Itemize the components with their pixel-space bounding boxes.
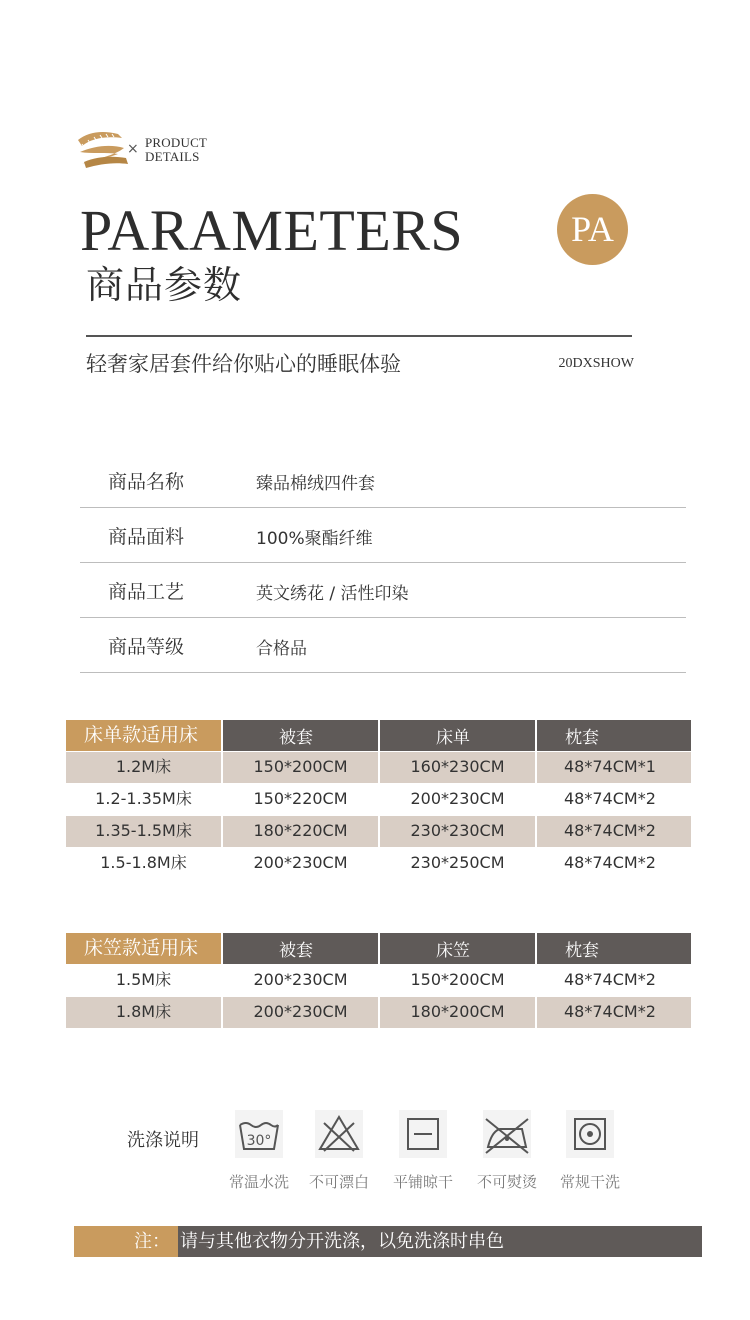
table-row <box>66 784 693 815</box>
wash-item <box>221 1109 297 1192</box>
table-cell: 1.5-1.8M床 <box>100 853 187 872</box>
header-divider <box>86 335 632 337</box>
table-cell: 200*230CM <box>410 789 505 808</box>
note-prefix: 注： <box>74 1226 178 1257</box>
table-header-cell: 床单款适用床 <box>66 720 221 751</box>
table-header-row <box>66 720 693 751</box>
table-header-cell: 被套 <box>223 933 378 964</box>
page-title-cn: 商品参数 <box>86 263 243 307</box>
wash-label: 不可漂白 <box>308 1173 369 1191</box>
param-value: 合格品 <box>256 639 307 659</box>
table-header-cell: 枕套 <box>537 933 691 964</box>
dry-flat-icon <box>398 1109 448 1159</box>
param-label: 商品名称 <box>108 471 185 493</box>
param-row <box>80 618 686 673</box>
table-cell: 230*250CM <box>410 853 505 872</box>
logo-text-line1: PRODUCT <box>145 135 208 150</box>
wash-temp-label: 30° <box>246 1133 272 1149</box>
table-cell: 48*74CM*2 <box>537 997 691 1028</box>
note-text: 请与其他衣物分开洗涤，以免洗涤时串色 <box>180 1231 504 1252</box>
table-row <box>66 997 693 1028</box>
washing-instructions <box>0 1105 750 1205</box>
note-bar <box>74 1226 702 1257</box>
table-cell: 1.8M床 <box>66 997 221 1028</box>
product-details-label <box>145 136 207 164</box>
table-header-cell: 枕套 <box>537 720 691 751</box>
param-row <box>80 508 686 563</box>
table-cell: 48*74CM*2 <box>564 853 656 872</box>
table-cell: 200*230CM <box>223 997 378 1028</box>
page-title-en: PARAMETERS <box>80 198 464 263</box>
param-value: 英文绣花 / 活性印染 <box>256 584 409 604</box>
table-header-cell: 床笠 <box>380 933 535 964</box>
table-row <box>66 848 693 879</box>
slogan: 轻奢家居套件给你贴心的睡眠体验 <box>86 352 401 376</box>
wash-label: 平铺晾干 <box>392 1173 453 1191</box>
pa-badge: PA <box>557 194 628 265</box>
table-cell: 1.2-1.35M床 <box>95 789 192 808</box>
brand-code: 20DXSHOW <box>558 356 634 371</box>
table-cell: 200*230CM <box>253 970 348 989</box>
table-cell: 48*74CM*1 <box>537 752 691 783</box>
table-cell: 1.5M床 <box>115 970 172 989</box>
table-cell: 1.35-1.5M床 <box>66 816 221 847</box>
table-cell: 150*200CM <box>410 970 505 989</box>
wash-item <box>385 1109 461 1192</box>
logo-x-mark: × <box>127 141 139 157</box>
wash-tub-30-icon <box>234 1109 284 1159</box>
table-cell: 150*220CM <box>253 789 348 808</box>
table-cell: 200*230CM <box>253 853 348 872</box>
table-row <box>66 965 693 996</box>
no-iron-icon <box>482 1109 532 1159</box>
sheet-size-table <box>66 720 693 880</box>
table-cell: 230*230CM <box>380 816 535 847</box>
table-header-cell: 被套 <box>223 720 378 751</box>
table-cell: 150*200CM <box>223 752 378 783</box>
wash-item <box>469 1109 545 1192</box>
table-header-cell: 床单 <box>380 720 535 751</box>
table-header-row <box>66 933 693 964</box>
logo-text-line2: DETAILS <box>145 149 200 164</box>
washing-title: 洗涤说明 <box>127 1130 199 1151</box>
table-cell: 180*200CM <box>380 997 535 1028</box>
table-row <box>66 816 693 847</box>
table-cell: 180*220CM <box>223 816 378 847</box>
wash-item <box>301 1109 377 1192</box>
param-row <box>80 563 686 618</box>
param-row <box>80 453 686 508</box>
wash-label: 常规干洗 <box>559 1173 620 1191</box>
measuring-tape-logo-icon <box>74 126 134 170</box>
dry-clean-icon <box>565 1109 615 1159</box>
table-cell: 48*74CM*2 <box>537 816 691 847</box>
param-label: 商品等级 <box>108 636 185 658</box>
param-value: 100%聚酯纤维 <box>256 529 373 549</box>
table-cell: 1.2M床 <box>66 752 221 783</box>
param-value: 臻品棉绒四件套 <box>256 474 375 494</box>
table-header-cell: 床笠款适用床 <box>66 933 221 964</box>
table-cell: 48*74CM*2 <box>564 970 656 989</box>
product-params-list <box>80 453 686 673</box>
no-bleach-icon <box>314 1109 364 1159</box>
table-cell: 48*74CM*2 <box>564 789 656 808</box>
param-label: 商品工艺 <box>108 581 185 603</box>
fitted-sheet-size-table <box>66 933 693 1029</box>
wash-label: 常温水洗 <box>228 1173 289 1191</box>
wash-label: 不可熨烫 <box>476 1173 537 1191</box>
wash-item <box>552 1109 628 1192</box>
table-cell: 160*230CM <box>380 752 535 783</box>
table-row <box>66 752 693 783</box>
param-label: 商品面料 <box>108 526 185 548</box>
